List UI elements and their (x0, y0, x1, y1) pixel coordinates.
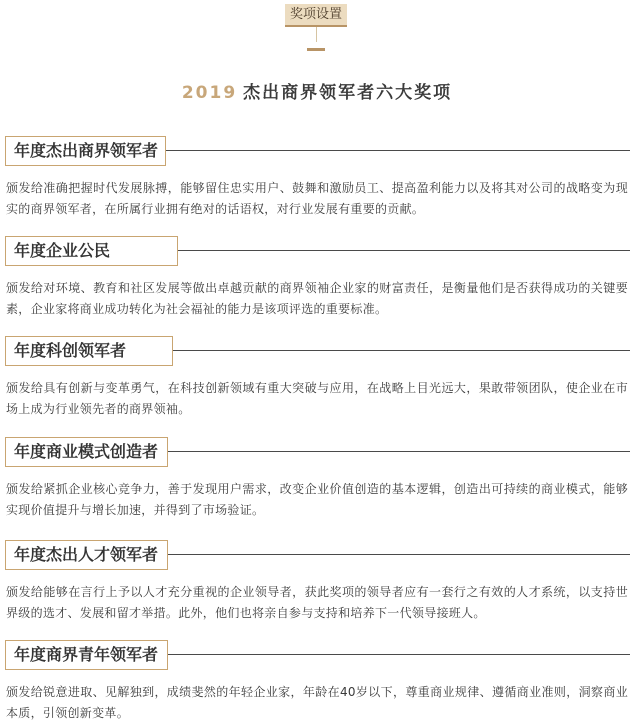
award-heading: 年度杰出商界领军者 (5, 136, 166, 166)
award-description: 颁发给准确把握时代发展脉搏，能够留住忠实用户、鼓舞和激励员工、提高盈利能力以及将其对公司的战略变为现实的商界领军者，在所属行业拥有绝对的话语权，对行业发展有重要的贡献。 (6, 181, 628, 216)
award-heading: 年度企业公民 (5, 236, 178, 266)
tag-divider (307, 48, 325, 51)
award-description: 颁发给紧抓企业核心竞争力，善于发现用户需求，改变企业价值创造的基本逻辑，创造出可持续的商业模式，能够实现价值提升与增长加速，并得到了市场验证。 (6, 482, 628, 517)
heading-rule (166, 150, 630, 151)
award-description: 颁发给锐意进取、见解独到，成绩斐然的年轻企业家，年龄在40岁以下，尊重商业规律、遵循商业准则，洞察商业本质，引领创新变革。 (6, 685, 628, 720)
tag-connector-line (316, 27, 317, 42)
award-description: 颁发给具有创新与变革勇气，在科技创新领域有重大突破与应用，在战略上目光远大，果敢带领团队，使企业在市场上成为行业领先者的商界领袖。 (6, 381, 628, 416)
award-heading: 年度杰出人才领军者 (5, 540, 168, 570)
page-title (0, 78, 634, 103)
award-heading: 年度商业模式创造者 (5, 437, 168, 467)
heading-rule (178, 250, 630, 251)
award-heading: 年度科创领军者 (5, 336, 173, 366)
award-description: 颁发给能够在言行上予以人才充分重视的企业领导者，获此奖项的领导者应有一套行之有效的人才系统，以支持世界级的选才、发展和留才举措。此外，他们也将亲自参与支持和培养下一代领导接班人。 (6, 585, 628, 620)
heading-rule (168, 554, 630, 555)
section-tag: 奖项设置 (285, 4, 347, 27)
heading-rule (168, 451, 630, 452)
heading-rule (168, 654, 630, 655)
award-heading: 年度商界青年领军者 (5, 640, 168, 670)
title-text: 杰出商界领军者六大奖项 (243, 83, 453, 103)
heading-rule (173, 350, 630, 351)
award-description: 颁发给对环境、教育和社区发展等做出卓越贡献的商界领袖企业家的财富责任，是衡量他们是否获得成功的关键要素，企业家将商业成功转化为社会福祉的能力是该项评选的重要标准。 (6, 281, 628, 316)
title-year: 2019 (181, 83, 238, 103)
